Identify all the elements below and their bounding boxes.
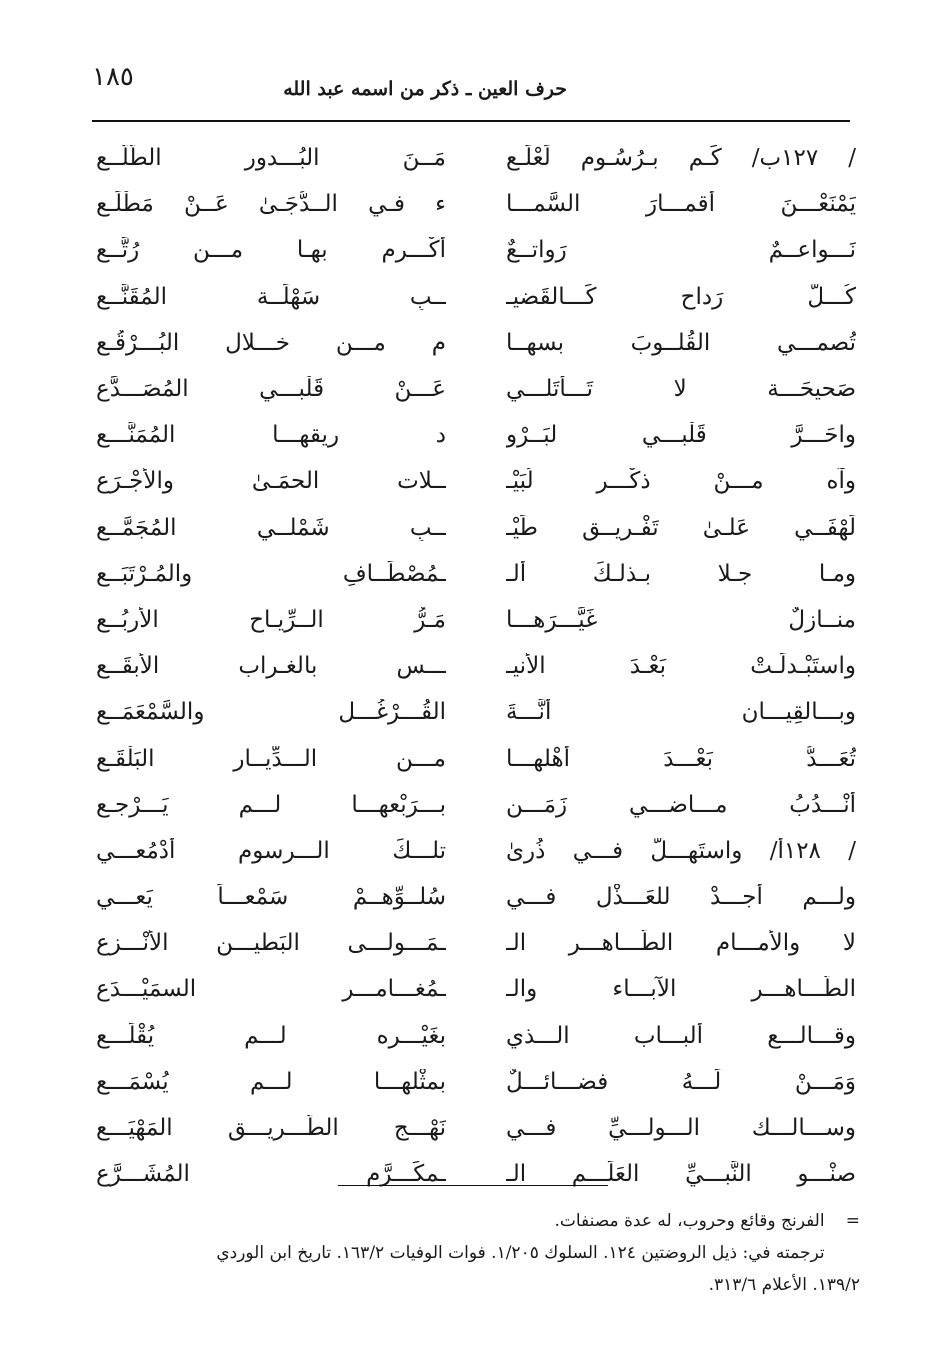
verse-second-hemistich: نَهْـــجِ الطَّـــريـــق المَهْيَـــع xyxy=(96,1115,446,1142)
footnote-text: الفرنج وقائع وحروب، له عدة مصنفات. xyxy=(554,1211,825,1231)
verse-line xyxy=(96,735,856,781)
verse-line xyxy=(96,181,856,227)
footnote-line xyxy=(100,1237,860,1269)
page-number: ١٨٥ xyxy=(92,62,134,92)
verse-first-hemistich: يَمْنَعْـــنَ أقمـــارَ السَّمـــا xyxy=(506,191,856,218)
verse-first-hemistich: واحَـــرَّ قَلْبـــي لبَــرْو xyxy=(506,422,856,449)
verse-first-hemistich: وســـالـــك الـــولـــيِّ فـــي xyxy=(506,1115,856,1142)
verse-second-hemistich: ـمُصْطَــافِ والمُـرْتَبَــع xyxy=(96,560,446,587)
verse-first-hemistich: نَـــواعــمٌ رَواتــعٌ xyxy=(506,237,856,264)
verse-line xyxy=(96,1059,856,1105)
verse-second-hemistich: بغَيْـــره لـــم يُقْلَـــع xyxy=(96,1022,446,1049)
verse-line xyxy=(96,274,856,320)
verse-second-hemistich: سُلــوِّهــمْ سَمْعـــاً يَعـــي xyxy=(96,884,446,911)
verse-line xyxy=(96,551,856,597)
verse-line xyxy=(96,643,856,689)
verse-line xyxy=(96,366,856,412)
verse-line xyxy=(96,1013,856,1059)
verse-second-hemistich: ــبِ سَهْلَــة المُقَنَّــع xyxy=(96,283,446,310)
verse-line xyxy=(96,1105,856,1151)
verse-first-hemistich: لَهْفَــي عَلـىٰ تَفْـريــق طَيْـ xyxy=(506,514,856,541)
footnotes xyxy=(100,1205,860,1301)
verse-line xyxy=(96,135,856,181)
verse-second-hemistich: ـــس بالغـراب الأبقَــع xyxy=(96,653,446,680)
verse-line xyxy=(96,828,856,874)
verse-first-hemistich: وآه مـــنْ ذكْـــر لُبَيْـ xyxy=(506,468,856,495)
verse-first-hemistich: صَحيحَـــة لا تَـــأْتَلـــي xyxy=(506,376,856,403)
verse-first-hemistich: كُـــلّ رَداحٍ كَـــالقَضيـ xyxy=(506,283,856,310)
footnote-text: ترجمته في: ذيل الروضتين ١٢٤. السلوك ١/٢٠٥. فوات الوفيات ١٦٣/٢. تاريخ ابن الوردي xyxy=(216,1243,825,1263)
verse-second-hemistich: د ريقهـــا المُمَنَّـــع xyxy=(96,422,446,449)
verse-first-hemistich: واستَبْـدلَـتْ بَعْـدَ الأنيـ xyxy=(506,653,856,680)
verse-first-hemistich: وقـــالـــع ألبـــاب الـــذي xyxy=(506,1022,856,1049)
verse-first-hemistich: صنْـــو النَّبـــيِّ العَلَـــم الـ xyxy=(506,1161,856,1188)
verse-second-hemistich: مـــن الـــدِّيــار البَلْقَـع xyxy=(96,745,446,772)
verse-first-hemistich: / ١٢٧ب/ كَـم بـرُسُـوم لَعْلَـع xyxy=(506,145,856,172)
header-rule xyxy=(92,120,850,122)
footnote-line xyxy=(100,1269,860,1301)
verse-line xyxy=(96,920,856,966)
verse-first-hemistich: الطَّـــاهـــر الآبـــاء والـ xyxy=(506,976,856,1003)
verse-line xyxy=(96,227,856,273)
verse-second-hemistich: القُـــرْغُـــل والسَّمْعَمَــع xyxy=(96,699,446,726)
verse-second-hemistich: مَــنَ البُـــدور الطُّلَّــع xyxy=(96,145,446,172)
running-title: حرف العين ـ ذكر من اسمه عبد الله xyxy=(283,78,567,100)
verse-second-hemistich: ء فـي الــدُّجَـىٰ عَــنْ مَطْلَـع xyxy=(96,191,446,218)
verse-first-hemistich: وَمَـــنْ لَـــهُ فضـــائـــلٌ xyxy=(506,1068,856,1095)
verse-second-hemistich: م مـــن خـــلال البُـــرْقُـع xyxy=(96,329,446,356)
verse-second-hemistich: عَـــنْ قَلْبـــي المُصَـــدَّع xyxy=(96,376,446,403)
verse-first-hemistich: تُعَـــدُّ بَعْـــدَ أَهْلهـــا xyxy=(506,745,856,772)
verse-first-hemistich: / ١٢٨أ/ واستَهـــلُّ فـــي ذُرىٰ xyxy=(506,837,856,864)
verse-first-hemistich: أنْـــدُبُ مـــاضـــي زَمَـــن xyxy=(506,791,856,818)
verse-line xyxy=(96,874,856,920)
verse-second-hemistich: مَـرُّ الــرِّيـاحِ الأربُــع xyxy=(96,606,446,633)
verse-first-hemistich: تُصمـــي القُلــوبَ بسهــا xyxy=(506,329,856,356)
verse-line xyxy=(96,458,856,504)
verse-line xyxy=(96,505,856,551)
footnote-text: ١٣٩/٢. الأعلام ٣١٣/٦. xyxy=(708,1275,860,1295)
verse-first-hemistich: لا والأمـــامِ الطَّـــاهـــر الـ xyxy=(506,930,856,957)
footnote-line xyxy=(100,1205,860,1237)
verse-second-hemistich: ـمكَـــرَّم المُشَـــرَّع xyxy=(96,1161,446,1188)
verse-line xyxy=(96,320,856,366)
verse-first-hemistich: ومـا جـلا بـذلـكَ ألـ xyxy=(506,560,856,587)
footnote-continuation-marker: = xyxy=(845,1211,860,1231)
verse-line xyxy=(96,689,856,735)
verse-second-hemistich: بـــرَبْعهـــا لـــم يَـــرْجـع xyxy=(96,791,446,818)
verse-second-hemistich: بمثْلهـــا لـــم يُسْمَـــع xyxy=(96,1068,446,1095)
verse-second-hemistich: أَكْـــرم بهـا مـــن رُتَّــع xyxy=(96,237,446,264)
verse-first-hemistich: ولـــم أجـــدْ للعَـــذْلِ فـــي xyxy=(506,884,856,911)
verse-second-hemistich: ــلات الحمَـىٰ والأَجْـرَع xyxy=(96,468,446,495)
verse-line xyxy=(96,1151,856,1197)
poem-body xyxy=(96,135,856,1197)
footnote-rule xyxy=(338,1185,608,1186)
verse-second-hemistich: ـمَـــولـــى البَطيـــن الأَنْـــزع xyxy=(96,930,446,957)
verse-first-hemistich: منــازلٌ غَيَّـــرَهـــا xyxy=(506,606,856,633)
verse-line xyxy=(96,782,856,828)
verse-first-hemistich: وبـــالقِيـــان أنَّـــةَ xyxy=(506,699,856,726)
verse-second-hemistich: ـمُغـــامـــر السمَيْـــدَع xyxy=(96,976,446,1003)
verse-line xyxy=(96,966,856,1012)
verse-line xyxy=(96,412,856,458)
verse-second-hemistich: تلـــكَ الـــرسوم أدْمُعـــي xyxy=(96,837,446,864)
verse-second-hemistich: ــبِ شَمْلــي المُجَمَّــع xyxy=(96,514,446,541)
verse-line xyxy=(96,597,856,643)
